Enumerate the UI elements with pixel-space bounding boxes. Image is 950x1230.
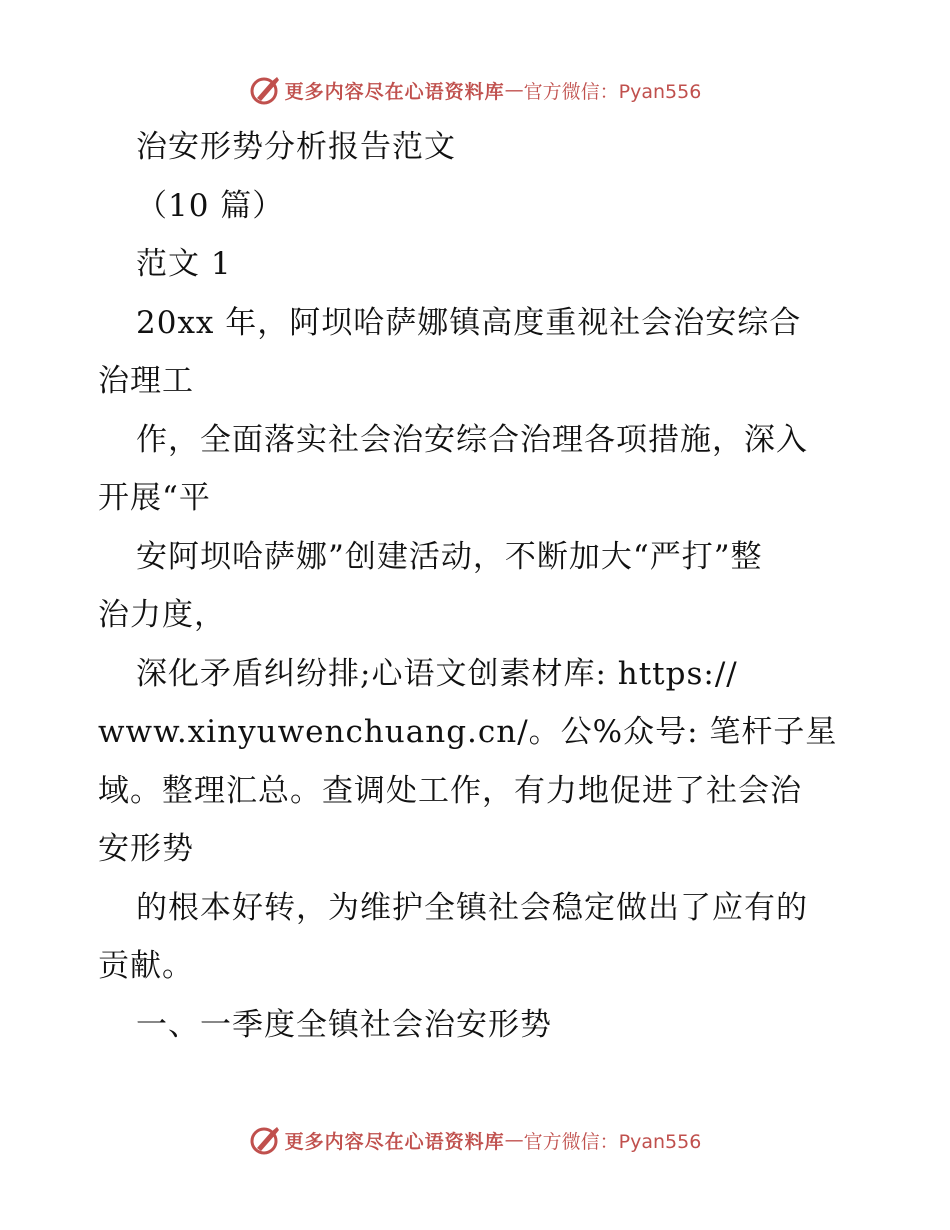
text-line: （10 篇） [136, 187, 285, 224]
text-line: 深化矛盾纠纷排;心语文创素材库: https:// [136, 655, 738, 692]
text-line: 贡献。 [98, 948, 194, 984]
text-line: 治力度， [98, 597, 226, 633]
header-brand-text: 更多内容尽在心语资料库 [284, 80, 505, 103]
text-line: www.xinyuwenchuang.cn/。公%众号: 笔杆子星 [98, 714, 838, 750]
footer-brand-text: 更多内容尽在心语资料库 [284, 1130, 505, 1153]
text-line: 开展“平 [98, 480, 211, 516]
pen-logo-icon [249, 1124, 281, 1156]
text-line: 安阿坝哈萨娜”创建活动，不断加大“严打”整 [136, 538, 763, 575]
text-line: 20xx 年，阿坝哈萨娜镇高度重视社会治安综合 [136, 304, 802, 341]
text-line: 一、一季度全镇社会治安形势 [136, 1006, 552, 1043]
header-separator: — [504, 79, 524, 101]
footer-wechat-text: 官方微信：Pyan556 [523, 1130, 702, 1153]
text-line: 治理工 [98, 363, 194, 399]
header-wechat-text: 官方微信：Pyan556 [523, 80, 702, 103]
text-line: 范文 1 [136, 246, 232, 282]
pen-logo-icon [249, 74, 281, 106]
text-line: 作，全面落实社会治安综合治理各项措施，深入 [136, 421, 808, 458]
text-line: 的根本好转，为维护全镇社会稳定做出了应有的 [136, 889, 808, 926]
footer-banner [0, 1120, 950, 1160]
document-body [98, 118, 858, 1054]
footer-separator: — [504, 1129, 524, 1151]
text-line: 域。整理汇总。查调处工作，有力地促进了社会治 [98, 772, 802, 809]
header-banner [0, 70, 950, 110]
text-line: 治安形势分析报告范文 [136, 129, 456, 165]
text-line: 安形势 [98, 831, 194, 867]
